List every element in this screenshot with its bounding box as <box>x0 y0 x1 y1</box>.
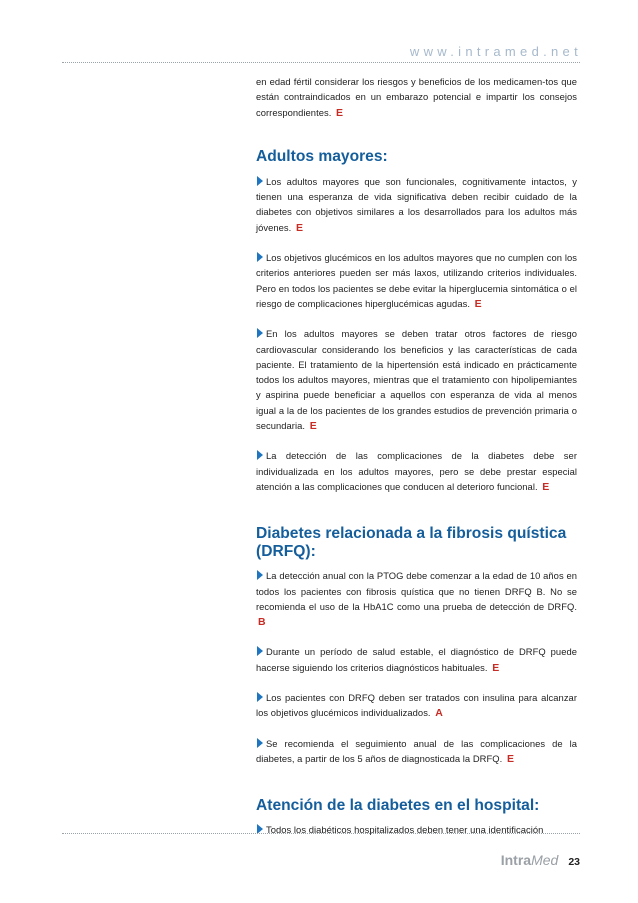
grade-badge: E <box>542 480 550 493</box>
logo-med-text: Med <box>531 852 559 868</box>
bullet-arrow-icon <box>257 450 263 460</box>
bullet-item <box>256 736 577 768</box>
bullet-text: Todos los diabéticos hospitalizados deben tener una identificación <box>266 824 544 836</box>
header-url: www.intramed.net <box>409 44 582 59</box>
bullet-arrow-icon <box>257 328 263 338</box>
intro-paragraph <box>256 74 577 121</box>
bullet-arrow-icon <box>257 176 263 186</box>
bullet-text: La detección de las complicaciones de la diabetes debe ser individualizada en los adultos mayores, pero se debe prestar especial atención a las complicaciones que conducen al deterioro funcional. <box>256 450 577 492</box>
bullet-item <box>256 326 577 434</box>
grade-badge: E <box>492 661 500 674</box>
bullet-item <box>256 690 577 722</box>
section-title-hospital: Atención de la diabetes en el hospital: <box>256 797 540 815</box>
bullet-text: Los pacientes con DRFQ deben ser tratados con insulina para alcanzar los objetivos glucémicos individualizados. <box>256 692 577 719</box>
bullet-text: Durante un período de salud estable, el diagnóstico de DRFQ puede hacerse siguiendo los criterios diagnósticos habituales. <box>256 646 577 673</box>
bullet-item <box>256 568 577 630</box>
grade-badge: B <box>258 616 266 629</box>
bullet-arrow-icon <box>257 570 263 580</box>
grade-badge: E <box>474 297 482 310</box>
bullet-arrow-icon <box>257 646 263 656</box>
grade-badge: E <box>309 420 317 433</box>
bullet-text: La detección anual con la PTOG debe comenzar a la edad de 10 años en todos los pacientes con fibrosis quística que no tienen DRFQ B. No se recomienda el uso de la HbA1C como una prueba de detección de DRFQ. <box>256 570 577 612</box>
bullet-arrow-icon <box>257 252 263 262</box>
bullet-item <box>256 250 577 312</box>
top-dotted-divider <box>62 62 580 63</box>
bullet-text: Se recomienda el seguimiento anual de las complicaciones de la diabetes, a partir de los 5 años de diagnosticada la DRFQ. <box>256 737 577 764</box>
bullet-text: Los objetivos glucémicos en los adultos mayores que no cumplen con los criterios anteriores pueden ser más laxos, utilizando criterios individuales. Pero en todos los pacientes se debe evitar la hiperglucemia sintomática o el riesgo de complicaciones hiperglucémicas agudas. <box>256 252 577 309</box>
bullet-arrow-icon <box>257 738 263 748</box>
bullet-item <box>256 174 577 236</box>
bullet-item <box>256 448 577 495</box>
bullet-text: En los adultos mayores se deben tratar otros factores de riesgo cardiovascular considerando los beneficios y las características de cada paciente. El tratamiento de la hipertensión está indicado en prácticamente todos los adultos mayores, mientras que el tratamiento con hipolipemiantes y aspirina puede beneficiar a aquellos con esperanza de vida al menos igual a la de los pacientes de los grandes estudios de prevención primaria o secundaria. <box>256 328 577 432</box>
intro-text: en edad fértil considerar los riesgos y beneficios de los medicamen-tos que están contraindicados en un embarazo potencial e impartir los consejos correspondientes. <box>256 76 577 118</box>
page-number: 23 <box>568 856 580 868</box>
bullet-text: Los adultos mayores que son funcionales, cognitivamente intactos, y tienen una esperanza de vida significativa deben recibir cuidado de la diabetes con objetivos similares a los desarrollados para los adultos más jóvenes. <box>256 175 577 233</box>
grade-badge: E <box>506 752 514 765</box>
section-title-drfq: Diabetes relacionada a la fibrosis quística (DRFQ): <box>256 525 567 561</box>
logo-intra-text: Intra <box>500 852 532 868</box>
page-content <box>256 74 577 838</box>
bullet-item <box>256 822 577 837</box>
grade-badge: E <box>336 106 344 119</box>
grade-badge: E <box>295 221 304 234</box>
grade-badge: A <box>435 707 443 720</box>
intramed-logo <box>501 852 559 868</box>
section-title-adultos: Adultos mayores: <box>256 147 388 165</box>
bullet-arrow-icon <box>257 692 263 702</box>
bottom-dotted-divider <box>62 833 580 834</box>
bullet-item <box>256 644 577 676</box>
page-footer <box>501 852 580 868</box>
